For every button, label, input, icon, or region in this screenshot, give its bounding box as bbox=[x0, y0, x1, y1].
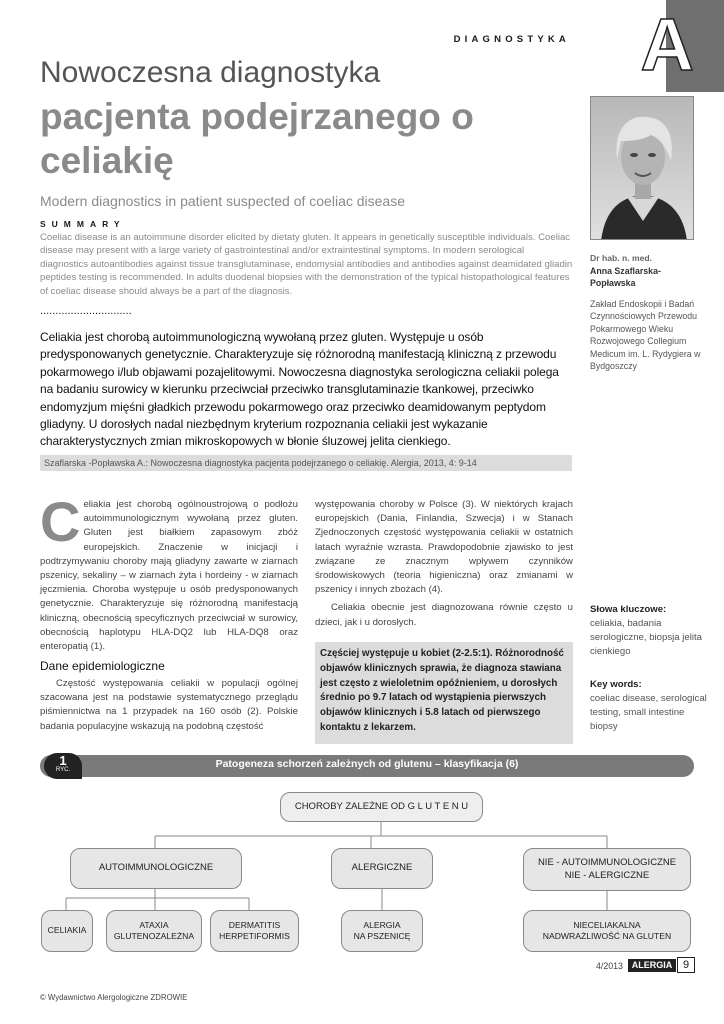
corner-letter: A bbox=[640, 3, 694, 86]
figure-ryc-label: RYC. bbox=[55, 767, 71, 773]
intro-paragraph: eliakia jest chorobą ogólnoustrojową o podłożu autoimmunologicznym wywołaną przez gluten. Gluten jest białkiem zapasowym zbóż europejskich. Znaczenie w inicjacji i podtrzymywaniu choroby mają gliadyny zawarte w ziarnach pszenicy, sekaliny – w ziarnach żyta i hordeiny - w ziarnach jęczmienia. Choroba występuje u osób predysponowanych genetycznie. Charakteryzuje się różnorodną manifestacją kliniczną, obecnością specyficznych przeciwciał w surowicy, obecnością haplotypu HLA-DQ2 lub HLA-DQ8 oraz enteropatią (1). bbox=[40, 499, 298, 653]
author-photo bbox=[590, 96, 694, 240]
keywords-en-text: coeliac disease, serological testing, small intestine biopsy bbox=[590, 693, 707, 732]
diagram-non-autoimmune: NIE - AUTOIMMUNOLOGICZNE NIE - ALERGICZNE bbox=[523, 848, 691, 891]
author-name: Anna Szaflarska-Popławska bbox=[590, 266, 661, 288]
diagram-autoimmune: AUTOIMMUNOLOGICZNE bbox=[70, 848, 242, 889]
keywords-pl-label: Słowa kluczowe: bbox=[590, 604, 667, 615]
diagram-root: CHOROBY ZALEŻNE OD G L U T E N U bbox=[280, 792, 483, 822]
copyright: © Wydawnictwo Alergologiczne ZDROWIE bbox=[40, 993, 188, 1002]
highlight-box: Częściej występuje u kobiet (2-2.5:1). Różnorodność objawów klinicznych sprawia, że diagnoza stawiana jest często z wieloletnim opóźnieniem, u dorosłych średnio po 9.7 latach od wystąpienia pierwszych objawów klinicznych i 5.8 latach od pierwszego kontaktu z lekarzem. bbox=[315, 642, 573, 744]
summary-text: Coeliac disease is an autoimmune disorder elicited by dietaty gluten. It appears in genetically susceptible individuals. Coeliac disease may present with a large variety of gastrointestinal and/or extraintestinal symptoms. In modern serological diagnostics autoantibodies against tissue transglutaminase, endomysial antibodies and antibodies against deamidated gliadin peptides testing is recommended. In adults duodenal biopsies with the demonstration of the typical histopathological features of coeliac disease should always be a part of the diagnosis. bbox=[40, 232, 573, 297]
dropcap: C bbox=[40, 490, 81, 553]
separator-dots: .............................. bbox=[40, 305, 132, 317]
summary-label: SUMMARY bbox=[40, 219, 126, 229]
body-column-1 bbox=[40, 490, 298, 654]
diagram-wheat-allergy: ALERGIA NA PSZENICĘ bbox=[341, 910, 423, 952]
diagram-dermatitis: DERMATITIS HERPETIFORMIS bbox=[210, 910, 299, 952]
title-line-2: pacjenta podejrzanego o celiakię bbox=[40, 96, 474, 182]
keywords-pl bbox=[590, 603, 710, 659]
abstract-text: Celiakia jest chorobą autoimmunologiczną wywołaną przez gluten. Występuje u osób predysponowanych genetycznie. Charakteryzuje się różnorodną manifestacją kliniczną z przewodu pokarmowego i/lub objawami pozajelitowymi. Nowoczesna diagnostyka serologiczna celiakii polega na badaniu surowicy w kierunku przeciwciał przeciwko transglutaminazie tkankowej, przeciwko endomyzjum mięśni gładkich przewodu pokarmowego oraz przeciwko deamidowanym peptydom gliadyny. U dorosłych nadal niezbędnym kryterium rozpoznania celiakii jest wykazanie charakterystycznych zmian mikroskopowych w błonie śluzowej jelita cienkiego. bbox=[40, 330, 559, 449]
author-affiliation: Zakład Endoskopii i Badań Czynnościowych Przewodu Pokarmowego Wieku Rozwojowego Collegium Medicum im. L. Rydygiera w Bydgoszczy bbox=[590, 299, 701, 372]
figure-title: Patogeneza schorzeń zależnych od glutenu – klasyfikacja (6) bbox=[215, 758, 519, 770]
diagram-gluten-sensitivity: NIECELIAKALNA NADWRAŻLIWOŚĆ NA GLUTEN bbox=[523, 910, 691, 952]
english-title: Modern diagnostics in patient suspected of coeliac disease bbox=[40, 193, 405, 209]
keywords-pl-text: celiakia, badania serologiczne, biopsja jelita cienkiego bbox=[590, 618, 702, 657]
title-line-1: Nowoczesna diagnostyka bbox=[40, 56, 381, 89]
figure-number: 1 bbox=[59, 753, 67, 768]
diagram-allergic: ALERGICZNE bbox=[331, 848, 433, 889]
citation: Szaflarska -Popławska A.: Nowoczesna diagnostyka pacjenta podejrzanego o celiakię. Alergia, 2013, 4: 9-14 bbox=[40, 455, 572, 471]
keywords-en-label: Key words: bbox=[590, 679, 642, 690]
body-column-2 bbox=[315, 498, 573, 630]
author-portrait-icon bbox=[591, 97, 694, 240]
column-2-paragraph-1: występowania choroby w Polsce (3). W niektórych krajach europejskich (Dania, Finlandia, Szwecja) i w Stanach Zjednoczonych częstość występowania celiakii w ostatnich latach wyraźnie wzrasta. Prawdopodobnie zjawisko to jest związane ze znacznym wpływem czynników środowiskowych (teoria higieniczna) oraz zmianami w pszenicy i innych zbożach (4). bbox=[315, 499, 573, 596]
diagram-celiac: CELIAKIA bbox=[41, 910, 93, 952]
page-number: 9 bbox=[677, 957, 695, 973]
author-degree: Dr hab. n. med. bbox=[590, 253, 653, 263]
issue-date: 4/2013 bbox=[596, 961, 623, 971]
section-label: DIAGNOSTYKA bbox=[453, 34, 570, 45]
section-heading-epidemiology: Dane epidemiologiczne bbox=[40, 659, 165, 673]
keywords-en bbox=[590, 678, 710, 734]
epidemiology-paragraph: Częstość występowania celiakii w populacji ogólnej szacowana jest na podstawie systematycznego przeglądu piśmiennictwa na 1 przypadek na 160 osób (2). Polskie badania populacyjne wskazują na podobną częstość bbox=[40, 678, 298, 732]
column-2-paragraph-2: Celiakia obecnie jest diagnozowana równie często u dzieci, jak i u dorosłych. bbox=[315, 602, 573, 628]
journal-brand: ALERGIA bbox=[628, 959, 676, 972]
diagram-ataxia: ATAXIA GLUTENOZALEŻNA bbox=[106, 910, 202, 952]
